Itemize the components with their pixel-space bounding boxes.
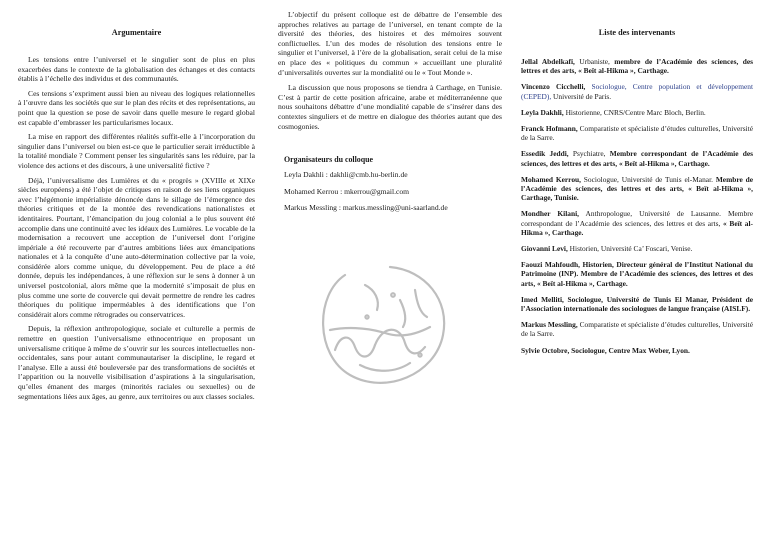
organisateur-contact: Markus Messling : markus.messling@uni-saarland.de	[284, 203, 448, 213]
speaker-plain: Comparatiste et spécialiste d’études culturelles, Université de la Sarre.	[521, 124, 753, 143]
speaker-name: Vincenzo Cicchelli,	[521, 82, 586, 92]
speaker-plain: Historien, Université Ca’ Foscari, Venise.	[567, 244, 693, 254]
speaker-entry	[521, 82, 753, 100]
speaker-bold: Sociologue, Centre Max Weber, Lyon.	[569, 345, 690, 355]
speaker-bold: membre de l’Académie des sciences, des lettres et des arts, « Beït al-Hikma », Carthage.	[521, 57, 753, 76]
speaker-entry	[521, 346, 753, 355]
speaker-bold: Sociologue, Université de Tunis El Manar, Président de l’Association internationale des sociologues de langue française (AISLF).	[521, 294, 753, 314]
intervenants-title: Liste des intervenants	[598, 28, 676, 37]
speaker-blue: Sociologue, Centre population et développement (CEPED),	[521, 82, 753, 101]
objectif-paragraph: L’objectif du présent colloque est de débattre de l’ensemble des approches relatives au partage de l’universel, en tenant compte de la diversité des théories, des histoires et des mémoires souvent conflictuelles. L’un des modes de résolution des tensions entre le singulier et l’universel, à l’ère de la globalisation, serait celui de la mise en place des « politiques du commun » accueillant une pluralité d’universalités ouvertes sur la mondialité ou le « Tout Monde ».	[278, 10, 502, 77]
speaker-entry	[521, 124, 753, 142]
organisateurs-title: Organisateurs du colloque	[284, 155, 373, 165]
speaker-bold: Membre correspondant de l’Académie des sciences, des lettres et des arts, « Beït al-Hikma », Carthage.	[521, 149, 753, 168]
argumentaire-paragraph: Ces tensions s’expriment aussi bien au niveau des logiques relationnelles à l’œuvre dans les sociétés que sur le plan des récits et des représentations, au point que la question se pose de savoir dans quelle mesure le regard global est capable d’embrasser les particularismes locaux.	[18, 88, 255, 127]
speaker-entry	[521, 209, 753, 237]
speaker-entry	[521, 244, 753, 253]
argumentaire-paragraph: Les tensions entre l’universel et le singulier sont de plus en plus exacerbées dans le contexte de la globalisation des échanges et des contacts établis à l’échelle des individus et des communautés.	[18, 55, 255, 84]
argumentaire-paragraph: Déjà, l’universalisme des Lumières et du « progrès » (XVIIIe et XIXe siècles européens) a été l’objet de critiques en raison de ses liens organiques avec l’hégémonie impérialiste dénoncée dans le sillage de l’émergence des théories critiques et de la montée des revendications nationalistes et identitaires. Pourtant, l’émancipation du joug colonial a le plus souvent été accomplie dans une continuité avec les idéaux des Lumières. Le vocable de la modernisation a recouvert une acception de l’universel dont l’origine impériale a été recouverte par d’autres ambitions liées aux émancipations nationales et à la conquête d’une auto-détermination collective par la voie, considérée alors comme unique, du développement. Peu de place a été donnée, depuis les indépendances, à une réflexion sur le sens à donner à un universel postcolonial, alors même que la modernité s’imposait de plus en plus comme une sorte de couvercle qui devait permettre de rendre les cadres théoriques du politique imperméables à des identifications que l’on considérait alors comme rétrogrades ou conservatrices.	[18, 175, 255, 319]
speaker-bold: « Beït al-Hikma », Carthage.	[521, 218, 753, 237]
speaker-entry	[521, 320, 753, 338]
speaker-plain: Comparatiste et spécialiste d’études culturelles, Université de la Sarre.	[521, 320, 753, 339]
speaker-bold: Membre de l’Académie des sciences, des lettres et des arts, « Beït al-Hikma », Carthage, Tunisie.	[521, 174, 753, 203]
objectif-column	[278, 10, 502, 220]
calligraphy-logo-icon	[305, 255, 455, 395]
speaker-name: Sylvie Octobre,	[521, 345, 570, 355]
speaker-tail: Université de Paris.	[551, 91, 612, 101]
speaker-name: Imed Melliti,	[521, 294, 564, 304]
speaker-plain: Psychiatre,	[568, 149, 610, 159]
speaker-name: Mohamed Kerrou,	[521, 174, 581, 184]
argumentaire-title: Argumentaire	[111, 28, 162, 37]
speaker-name: Leyla Dakhli,	[521, 107, 564, 117]
speaker-name: Franck Hofmann,	[521, 124, 578, 134]
speaker-plain: Urbaniste,	[574, 57, 615, 66]
objectif-paragraph: La discussion que nous proposons se tiendra à Carthage, en Tunisie. C’est à partir de cette position africaine, arabe et méditerranéenne que nous souhaitons débattre d’une mondialité capable de s’insérer dans des contextes singuliers et de mettre en dialogue des théories autant que des cosmogonies.	[278, 83, 502, 131]
speaker-plain: Sociologue, Université de Tunis el-Manar.	[580, 174, 716, 184]
organisateur-contact: Leyla Dakhli : dakhli@cmb.hu-berlin.de	[284, 170, 408, 180]
speaker-plain: Historienne, CNRS/Centre Marc Bloch, Berlin.	[563, 107, 706, 117]
speaker-bold: Historien, Directeur général de l’Institut National du Patrimoine (INP). Membre de l’Académie des sciences, des lettres et des arts, « Beït al-Hikma », Carthage.	[521, 260, 753, 288]
speaker-entry	[521, 295, 753, 313]
speaker-name: Essedik Jeddi,	[521, 149, 569, 159]
speaker-name: Faouzi Mahfoudh,	[521, 260, 580, 270]
speakers-list	[521, 57, 753, 355]
argumentaire-paragraph: La mise en rapport des différentes réalités suffit-elle à l’incorporation du singulier dans l’universel ou bien est-ce que le particulier serait irréductible à la totalité mondiale ? Comment penser les singularités sans les réduire, par la violence des actions et des discours, à une universalité fictive ?	[18, 132, 255, 170]
intervenants-column	[521, 28, 753, 362]
organisateur-contact: Mohamed Kerrou : mkerrou@gmail.com	[284, 186, 410, 196]
speaker-name: Mondher Kilani,	[521, 209, 579, 219]
speaker-entry	[521, 175, 753, 203]
argumentaire-paragraph: Depuis, la réflexion anthropologique, sociale et culturelle a permis de remettre en question l’universalisme ethnocentrique en proposant un universalisme critique à même de s’ouvrir sur les sources intellectuelles non-occidentales, sans pour autant communautariser la discipline, le regard et l’analyse. Elle a aussi été bouleversée par des transformations de sociétés et l’apparition ou la nouvelle visibilisation d’aspirations à la singularisation, qu’elles émanent des marges (minorités raciales ou sexuelles) ou de segmentations liées aux âges, au genre, aux territoires ou aux classes sociales.	[18, 324, 255, 401]
speaker-entry	[521, 108, 753, 117]
speaker-name: Giovanni Levi,	[521, 244, 568, 254]
speaker-name: Markus Messling,	[521, 320, 578, 330]
speaker-entry	[521, 260, 753, 288]
speaker-plain: Anthropologue, Université de Lausanne. Membre correspondant de l’Académie des sciences, des lettres et des arts,	[521, 209, 753, 228]
speaker-entry	[521, 149, 753, 167]
speaker-entry	[521, 57, 753, 75]
speaker-name: Jellal Abdelkafi,	[521, 57, 575, 66]
argumentaire-column	[18, 28, 255, 406]
